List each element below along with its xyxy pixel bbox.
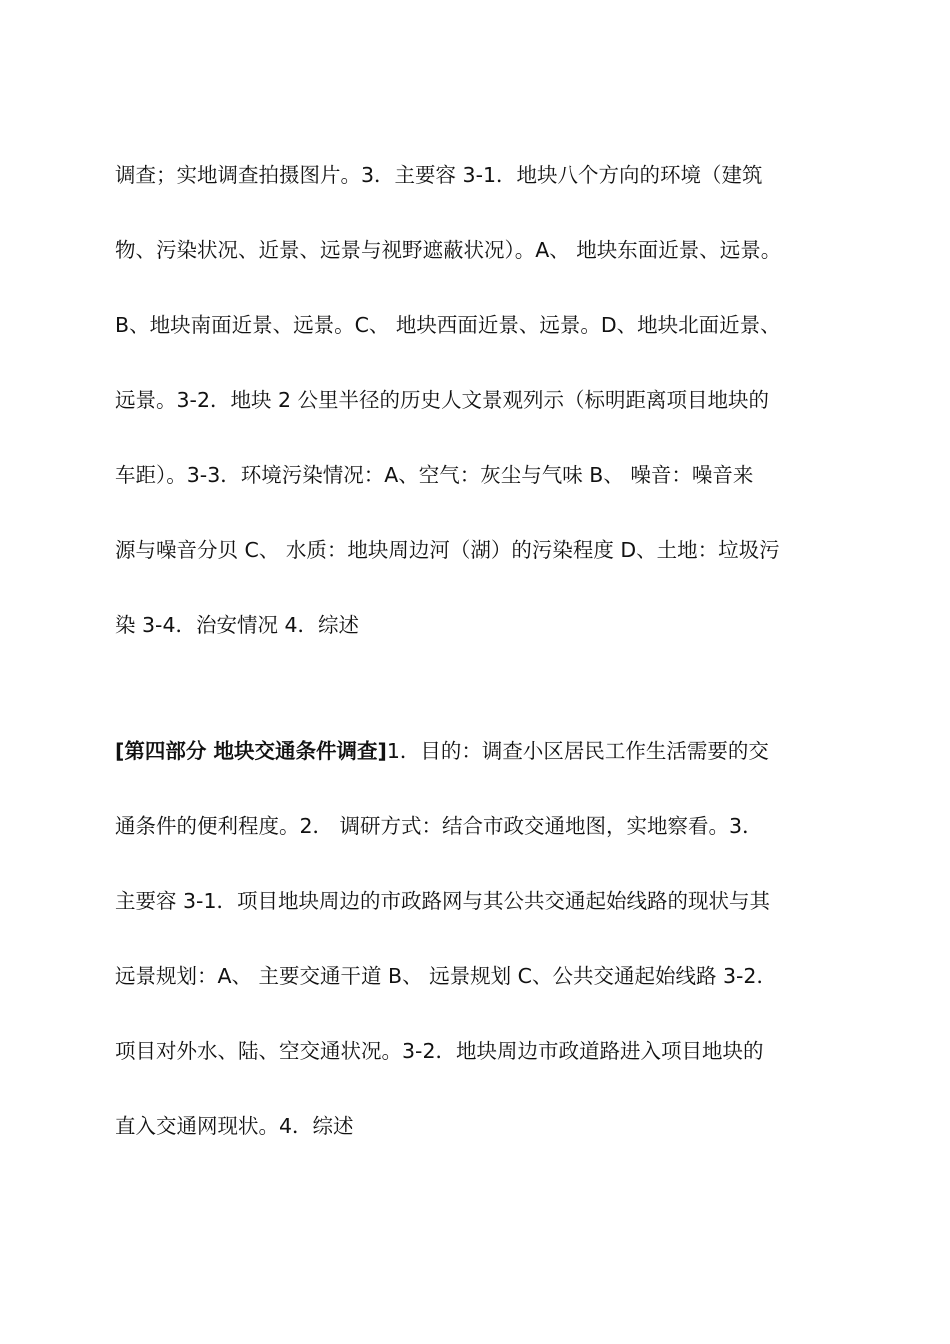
text-run: 1．目的：调查小区居民工作生活需要的交 bbox=[386, 739, 769, 763]
paragraph-environment-survey bbox=[115, 148, 850, 673]
text-line bbox=[115, 724, 850, 799]
text-line: 调查；实地调查拍摄图片。3．主要容 3-1．地块八个方向的环境（建筑 bbox=[115, 163, 763, 187]
text-line: 染 3-4．治安情况 4．综述 bbox=[115, 613, 360, 637]
text-line: 远景规划：A、 主要交通干道 B、 远景规划 C、公共交通起始线路 3-2． bbox=[115, 964, 777, 988]
text-line: 远景。3-2．地块 2 公里半径的历史人文景观列示（标明距离项目地块的 bbox=[115, 388, 770, 412]
text-line: B、地块南面近景、远景。C、 地块西面近景、远景。D、地块北面近景、 bbox=[115, 313, 781, 337]
text-line: 主要容 3-1．项目地块周边的市政路网与其公共交通起始线路的现状与其 bbox=[115, 889, 770, 913]
text-line: 源与噪音分贝 C、 水质：地块周边河（湖）的污染程度 D、土地：垃圾污 bbox=[115, 538, 780, 562]
text-line: 车距）。3-3．环境污染情况：A、空气：灰尘与气味 B、 噪音：噪音来 bbox=[115, 463, 754, 487]
text-line: 直入交通网现状。4．综述 bbox=[115, 1114, 354, 1138]
text-line: 项目对外水、陆、空交通状况。3-2．地块周边市政道路进入项目地块的 bbox=[115, 1039, 764, 1063]
section-heading: [第四部分 地块交通条件调查] bbox=[115, 739, 387, 763]
text-line: 通条件的便利程度。2． 调研方式：结合市政交通地图，实地察看。3． bbox=[115, 814, 763, 838]
text-line: 物、污染状况、近景、远景与视野遮蔽状况）。A、 地块东面近景、远景。 bbox=[115, 238, 782, 262]
paragraph-traffic-survey bbox=[115, 724, 850, 1174]
